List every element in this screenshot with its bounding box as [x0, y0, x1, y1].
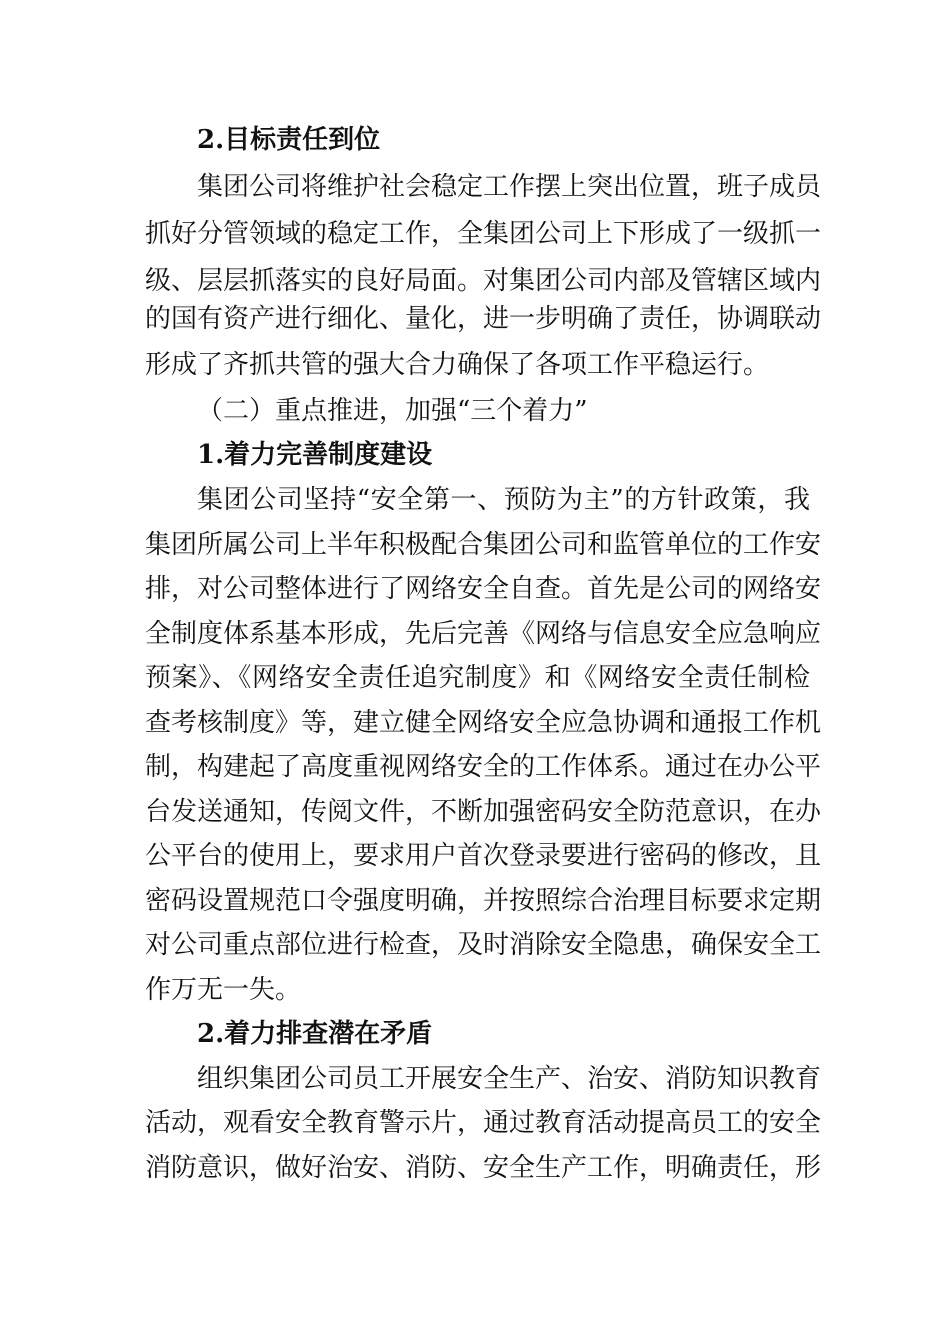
paragraph-line: 预案》、《网络安全责任追究制度》和《网络安全责任制检 — [145, 663, 810, 693]
heading-target-responsibility: 2.目标责任到位 — [197, 125, 381, 155]
paragraph-line: 公平台的使用上，要求用户首次登录要进行密码的修改，且 — [145, 841, 822, 871]
paragraph-line: 的国有资产进行细化、量化，进一步明确了责任，协调联动 — [145, 304, 822, 334]
paragraph-line: 活动，观看安全教育警示片，通过教育活动提高员工的安全 — [145, 1108, 822, 1138]
paragraph-line: 作万无一失。 — [145, 975, 302, 1005]
heading-improve-system: 1.着力完善制度建设 — [197, 440, 433, 470]
paragraph-line: 集团公司坚持“安全第一、预防为主”的方针政策，我 — [197, 485, 810, 515]
paragraph-line: 台发送通知，传阅文件，不断加强密码安全防范意识，在办 — [145, 797, 822, 827]
heading-investigate-conflicts: 2.着力排查潜在矛盾 — [197, 1019, 433, 1049]
paragraph-line: 对公司重点部位进行检查，及时消除安全隐患，确保安全工 — [145, 930, 822, 960]
paragraph-line: 形成了齐抓共管的强大合力确保了各项工作平稳运行。 — [145, 350, 770, 380]
paragraph-line: 级、层层抓落实的良好局面。对集团公司内部及管辖区域内 — [145, 266, 822, 296]
paragraph-line: 查考核制度》等，建立健全网络安全应急协调和通报工作机 — [145, 708, 822, 738]
paragraph-line: 集团公司将维护社会稳定工作摆上突出位置，班子成员 — [197, 172, 822, 202]
paragraph-line: 全制度体系基本形成，先后完善《网络与信息安全应急响应 — [145, 619, 822, 649]
paragraph-line: 消防意识，做好治安、消防、安全生产工作，明确责任，形 — [145, 1153, 822, 1183]
paragraph-line: 密码设置规范口令强度明确，并按照综合治理目标要求定期 — [145, 886, 822, 916]
paragraph-line: 抓好分管领域的稳定工作，全集团公司上下形成了一级抓一 — [145, 219, 822, 249]
paragraph-line: 制，构建起了高度重视网络安全的工作体系。通过在办公平 — [145, 752, 822, 782]
paragraph-line: 排，对公司整体进行了网络安全自查。首先是公司的网络安 — [145, 574, 822, 604]
paragraph-line: 组织集团公司员工开展安全生产、治安、消防知识教育 — [197, 1064, 822, 1094]
section-heading-key-advance: （二）重点推进，加强“三个着力” — [197, 396, 588, 426]
paragraph-line: 集团所属公司上半年积极配合集团公司和监管单位的工作安 — [145, 530, 822, 560]
